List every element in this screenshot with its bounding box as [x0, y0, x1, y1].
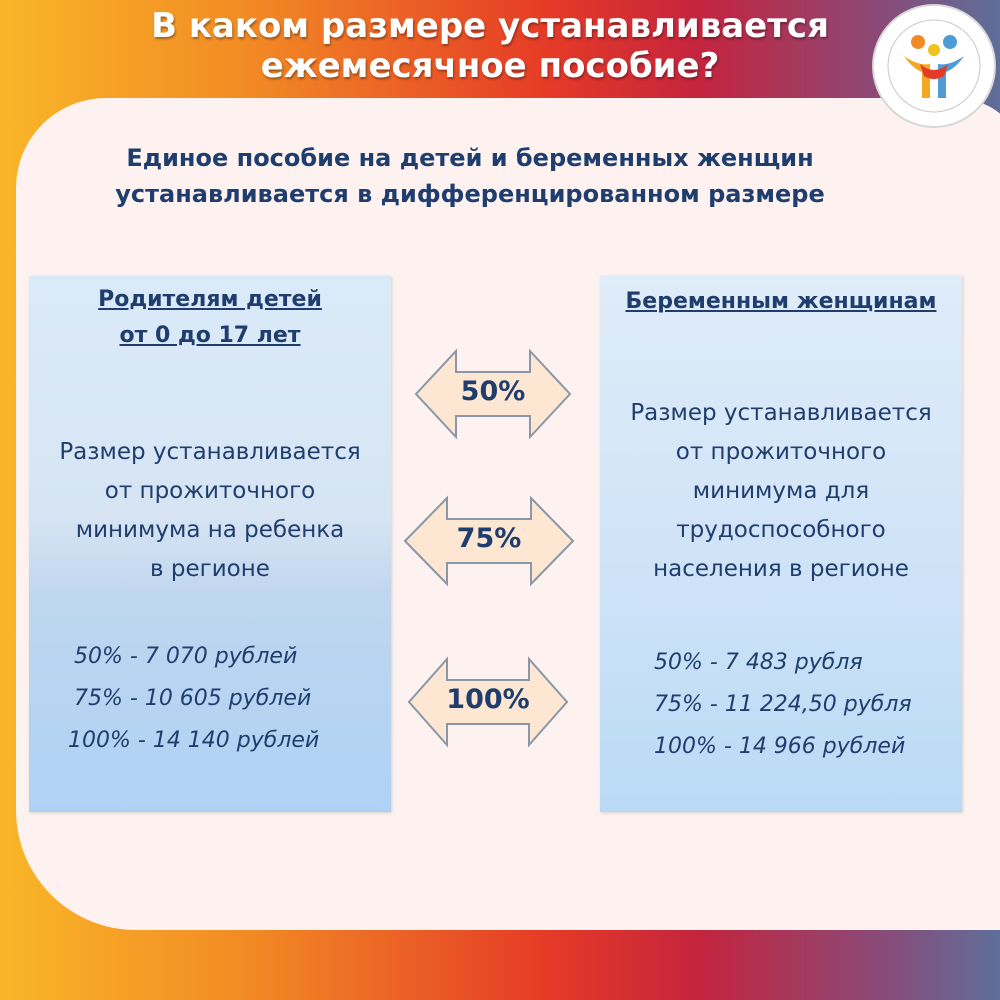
- parents-amount-100: 100% - 14 140 рублей: [68, 728, 320, 753]
- pregnant-panel-description: [600, 394, 962, 589]
- bottom-gradient-bar: [0, 930, 1000, 1000]
- parents-amount-50: 50% - 7 070 рублей: [74, 644, 298, 669]
- parents-desc-line: от прожиточного: [104, 478, 316, 504]
- arrow-75-label: 75%: [456, 523, 522, 554]
- pregnant-desc-line: Размер устанавливается: [630, 400, 932, 426]
- parents-amount-75: 75% - 10 605 рублей: [74, 686, 312, 711]
- parents-panel: [29, 276, 391, 812]
- arrow-75: [403, 495, 575, 587]
- parents-panel-description: [29, 433, 391, 589]
- subtitle-line-1: Единое пособие на детей и беременных женщин: [126, 144, 814, 172]
- arrow-50: [414, 348, 572, 440]
- pregnant-amount-50: 50% - 7 483 рубля: [654, 650, 863, 675]
- pregnant-heading: Беременным женщинам: [625, 289, 937, 314]
- subtitle-line-2: устанавливается в дифференцированном размере: [115, 180, 825, 208]
- parents-heading-line-1: Родителям детей: [98, 287, 322, 312]
- subtitle: [60, 140, 880, 212]
- pregnant-desc-line: населения в регионе: [653, 556, 909, 582]
- page-title: [80, 6, 900, 86]
- arrow-50-label: 50%: [460, 376, 526, 407]
- parents-desc-line: в регионе: [150, 556, 270, 582]
- pregnant-desc-line: минимума для: [692, 478, 870, 504]
- pregnant-panel-heading: [600, 284, 962, 320]
- pregnant-amount-100: 100% - 14 966 рублей: [654, 734, 906, 759]
- pregnant-panel: [600, 276, 962, 812]
- parents-desc-line: Размер устанавливается: [59, 439, 361, 465]
- pregnant-amounts-list: [600, 642, 962, 768]
- pregnant-desc-line: трудоспособного: [676, 517, 886, 543]
- parents-amounts-list: [29, 636, 391, 762]
- family-emblem-icon: [874, 6, 994, 126]
- ministry-logo: [872, 4, 996, 128]
- arrow-100-label: 100%: [446, 684, 530, 715]
- pregnant-desc-line: от прожиточного: [675, 439, 887, 465]
- parents-desc-line: минимума на ребенка: [75, 517, 345, 543]
- pregnant-amount-75: 75% - 11 224,50 рубля: [654, 692, 912, 717]
- title-line-1: В каком размере устанавливается: [151, 6, 829, 46]
- parents-panel-heading: [29, 282, 391, 354]
- parents-heading-line-2: от 0 до 17 лет: [119, 323, 301, 348]
- arrow-100: [407, 656, 569, 748]
- title-line-2: ежемесячное пособие?: [260, 46, 720, 86]
